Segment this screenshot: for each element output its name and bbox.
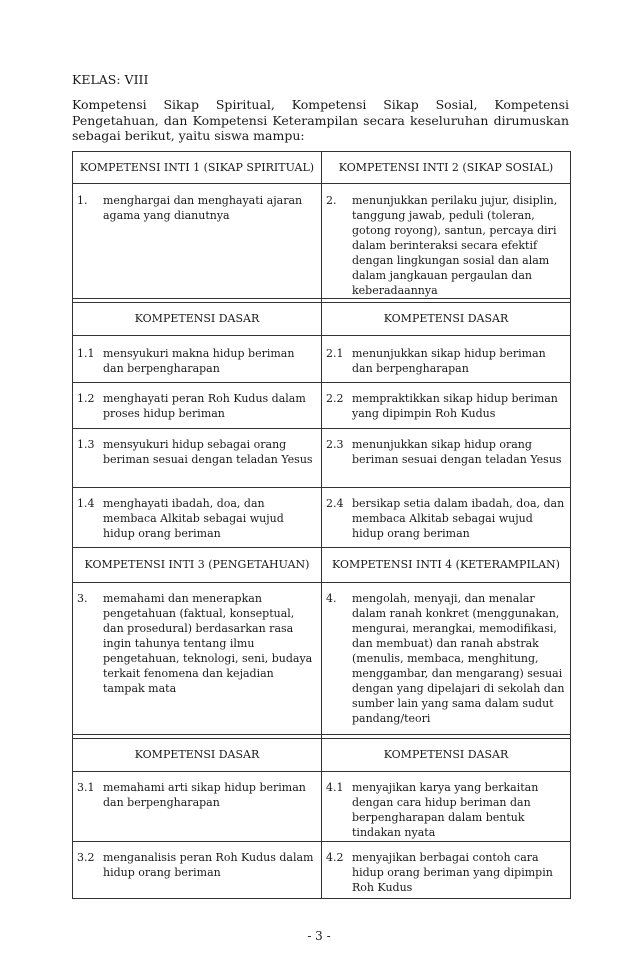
item-text: mensyukuri makna hidup beriman dan berpengharapan — [103, 346, 295, 375]
item-number: 4. — [326, 591, 337, 605]
item-number: 1. — [77, 193, 88, 207]
item-number: 1.3 — [77, 437, 95, 451]
item-text: menunjukkan sikap hidup orang beriman sesuai dengan teladan Yesus — [352, 437, 562, 466]
item-text: memahami dan menerapkan pengetahuan (faktual, konseptual, dan prosedural) berdasarkan rasa ingin tahunya tentang ilmu pengetahuan, teknologi, seni, budaya terkait fenomena dan kejadian tampak mata — [103, 591, 313, 695]
ki1-cell — [73, 183, 322, 298]
ki4-cell — [322, 582, 571, 734]
kd-cell — [322, 382, 571, 428]
item-number: 3.1 — [77, 780, 95, 794]
kd-cell — [73, 335, 322, 382]
kd-header-right: KOMPETENSI DASAR — [322, 738, 571, 771]
ki3-header: KOMPETENSI INTI 3 (PENGETAHUAN) — [73, 547, 322, 582]
item-number: 2.3 — [326, 437, 344, 451]
kd-cell — [322, 335, 571, 382]
kd-cell — [322, 771, 571, 841]
ki2-header: KOMPETENSI INTI 2 (SIKAP SOSIAL) — [322, 151, 571, 183]
item-text: menghargai dan menghayati ajaran agama yang dianutnya — [103, 193, 303, 222]
item-number: 1.1 — [77, 346, 95, 360]
kd-cell — [322, 428, 571, 487]
item-text: menunjukkan perilaku jujur, disiplin, tanggung jawab, peduli (toleran, gotong royong), santun, percaya diri dalam berinteraksi secara efektif dengan lingkungan sosial dan alam dalam jangkauan pergaulan dan keberadaannya — [352, 193, 558, 297]
item-number: 3. — [77, 591, 88, 605]
kd-cell — [73, 428, 322, 487]
item-number: 1.4 — [77, 496, 95, 510]
kd-cell — [73, 487, 322, 547]
competency-table — [72, 151, 571, 899]
item-number: 4.2 — [326, 850, 344, 864]
kd-cell — [73, 382, 322, 428]
item-text: menghayati ibadah, doa, dan membaca Alkitab sebagai wujud hidup orang beriman — [103, 496, 284, 540]
item-text: menyajikan berbagai contoh cara hidup orang beriman yang dipimpin Roh Kudus — [352, 850, 553, 894]
intro-paragraph: Kompetensi Sikap Spiritual, Kompetensi Sikap Sosial, Kompetensi Pengetahuan, dan Kompetensi Keterampilan secara keseluruhan dirumuskan sebagai berikut, yaitu siswa mampu: — [72, 97, 569, 143]
ki1-header: KOMPETENSI INTI 1 (SIKAP SPIRITUAL) — [73, 151, 322, 183]
document-page — [72, 72, 569, 899]
ki2-cell — [322, 183, 571, 298]
item-text: menyajikan karya yang berkaitan dengan cara hidup beriman dan berpengharapan dalam bentuk tindakan nyata — [352, 780, 539, 839]
item-number: 2.4 — [326, 496, 344, 510]
item-text: mengolah, menyaji, dan menalar dalam ranah konkret (menggunakan, mengurai, merangkai, memodifikasi, dan membuat) dan ranah abstrak (menulis, membaca, menghitung, menggambar, dan mengarang) sesuai dengan yang dipelajari di sekolah dan sumber lain yang sama dalam sudut pandang/teori — [352, 591, 565, 725]
ki4-header: KOMPETENSI INTI 4 (KETERAMPILAN) — [322, 547, 571, 582]
kd-header-left: KOMPETENSI DASAR — [73, 302, 322, 335]
item-text: menghayati peran Roh Kudus dalam proses hidup beriman — [103, 391, 306, 420]
item-text: memahami arti sikap hidup beriman dan berpengharapan — [103, 780, 306, 809]
kd-header-right: KOMPETENSI DASAR — [322, 302, 571, 335]
kd-cell — [322, 841, 571, 898]
class-label: KELAS: VIII — [72, 72, 149, 87]
item-text: bersikap setia dalam ibadah, doa, dan membaca Alkitab sebagai wujud hidup orang beriman — [352, 496, 565, 540]
item-text: menunjukkan sikap hidup beriman dan berpengharapan — [352, 346, 546, 375]
item-number: 1.2 — [77, 391, 95, 405]
kd-cell — [73, 771, 322, 841]
item-text: menganalisis peran Roh Kudus dalam hidup orang beriman — [103, 850, 314, 879]
page-number: - 3 - — [307, 929, 331, 943]
item-number: 2.2 — [326, 391, 344, 405]
item-text: mensyukuri hidup sebagai orang beriman sesuai dengan teladan Yesus — [103, 437, 313, 466]
item-number: 2. — [326, 193, 337, 207]
kd-header-left: KOMPETENSI DASAR — [73, 738, 322, 771]
item-text: mempraktikkan sikap hidup beriman yang dipimpin Roh Kudus — [352, 391, 558, 420]
kd-cell — [73, 841, 322, 898]
item-number: 2.1 — [326, 346, 344, 360]
ki3-cell — [73, 582, 322, 734]
item-number: 3.2 — [77, 850, 95, 864]
kd-cell — [322, 487, 571, 547]
item-number: 4.1 — [326, 780, 344, 794]
